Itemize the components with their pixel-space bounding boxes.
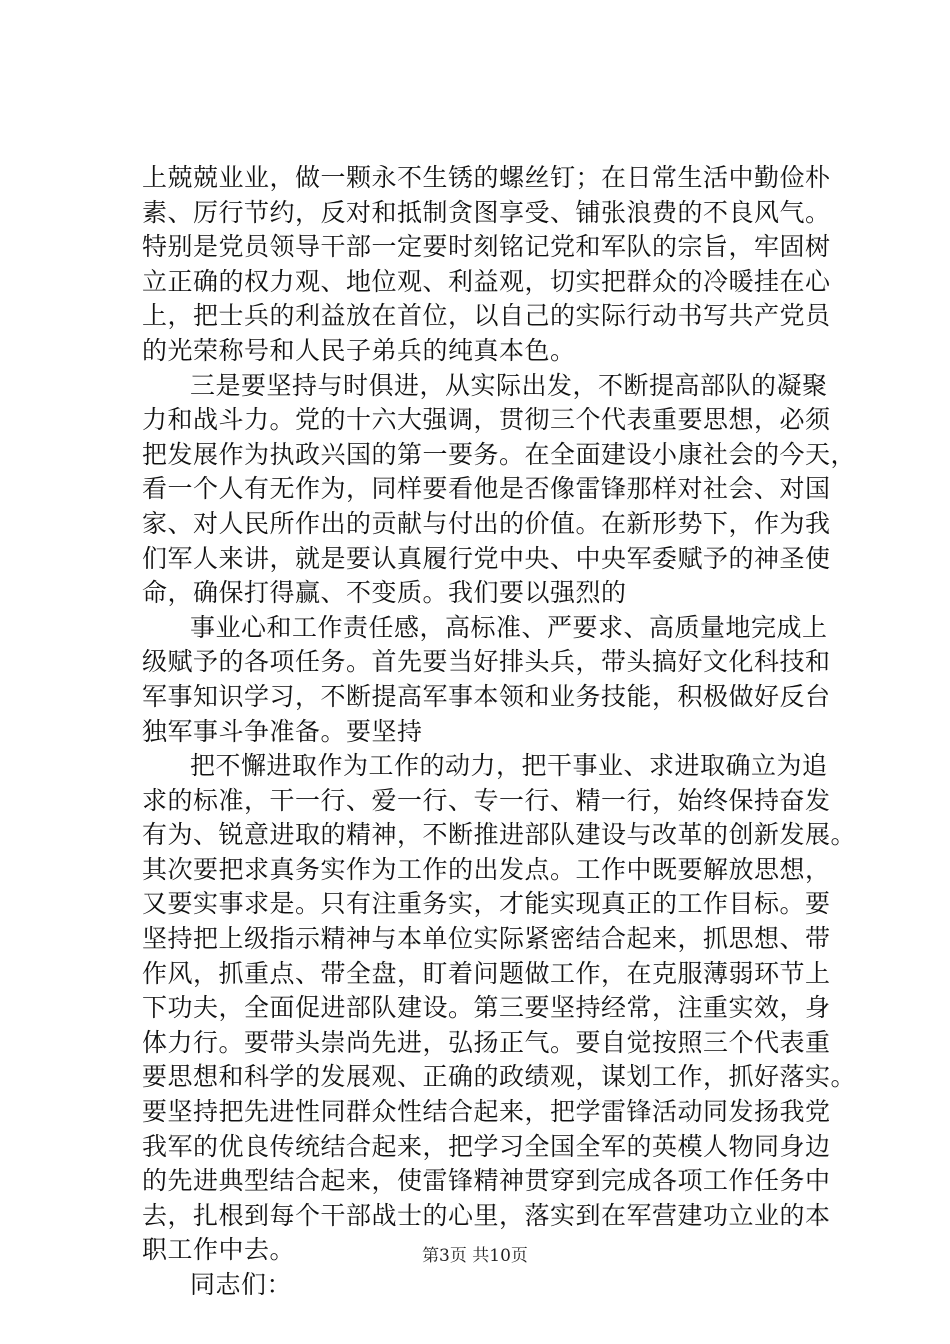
text-line: 立正确的权力观、地位观、利益观，切实把群众的冷暖挂在心 (142, 266, 831, 296)
text-line: 上，把士兵的利益放在首位，以自己的实际行动书写共产党员 (142, 301, 831, 331)
text-line: 力和战斗力。党的十六大强调，贯彻三个代表重要思想，必须 (142, 405, 831, 435)
text-line: 上兢兢业业，做一颗永不生锈的螺丝钉；在日常生活中勤俭朴 (142, 163, 831, 192)
text-line: 下功夫，全面促进部队建设。第三要坚持经常，注重实效，身 (142, 993, 831, 1023)
text-line: 家、对人民所作出的贡献与付出的价值。在新形势下，作为我 (142, 508, 831, 538)
text-line: 职工作中去。 (142, 1235, 296, 1265)
text-line: 三是要坚持与时俱进，从实际出发，不断提高部队的凝聚 (190, 370, 828, 400)
text-line: 独军事斗争准备。要坚持 (142, 716, 423, 746)
text-line: 命，确保打得赢、不变质。我们要以强烈的 (142, 578, 627, 608)
text-line: 把不懈进取作为工作的动力，把干事业、求进取确立为追 (190, 751, 828, 781)
text-line: 同志们： (190, 1270, 293, 1299)
text-line: 们军人来讲，就是要认真履行党中央、中央军委赋予的神圣使 (142, 543, 831, 573)
text-line: 素、厉行节约，反对和抵制贪图享受、铺张浪费的不良风气。 (142, 197, 831, 227)
text-line: 要思想和科学的发展观、正确的政绩观，谋划工作，抓好落实。 (142, 1062, 857, 1092)
text-line: 其次要把求真务实作为工作的出发点。工作中既要解放思想， (142, 854, 831, 884)
text-line: 军事知识学习，不断提高军事本领和业务技能，积极做好反台 (142, 681, 831, 711)
text-line: 事业心和工作责任感，高标准、严要求、高质量地完成上 (190, 612, 828, 642)
text-line: 体力行。要带头崇尚先进，弘扬正气。要自觉按照三个代表重 (142, 1027, 831, 1057)
text-line: 求的标准，干一行、爱一行、专一行、精一行，始终保持奋发 (142, 785, 831, 815)
text-line: 去，扎根到每个干部战士的心里，落实到在军营建功立业的本 (142, 1200, 831, 1230)
text-line: 坚持把上级指示精神与本单位实际紧密结合起来，抓思想、带 (142, 924, 831, 954)
text-line: 的光荣称号和人民子弟兵的纯真本色。 (142, 335, 576, 365)
document-body (142, 161, 857, 1303)
text-line: 看一个人有无作为，同样要看他是否像雷锋那样对社会、对国 (142, 474, 831, 504)
text-line: 的先进典型结合起来，使雷锋精神贯穿到完成各项工作任务中 (142, 1166, 831, 1196)
text-line: 又要实事求是。只有注重务实，才能实现真正的工作目标。要 (142, 889, 831, 919)
text-line: 特别是党员领导干部一定要时刻铭记党和军队的宗旨，牢固树 (142, 232, 831, 262)
text-line: 级赋予的各项任务。首先要当好排头兵，带头搞好文化科技和 (142, 647, 831, 677)
text-line: 作风，抓重点、带全盘，盯着问题做工作，在克服薄弱环节上 (142, 958, 831, 988)
text-line: 我军的优良传统结合起来，把学习全国全军的英模人物同身边 (142, 1131, 831, 1161)
page-footer: 第3页 共10页 (422, 1246, 528, 1266)
text-line: 把发展作为执政兴国的第一要务。在全面建设小康社会的今天， (142, 439, 857, 469)
text-line: 要坚持把先进性同群众性结合起来，把学雷锋活动同发扬我党 (142, 1097, 831, 1127)
text-line: 有为、锐意进取的精神，不断推进部队建设与改革的创新发展。 (142, 820, 857, 850)
